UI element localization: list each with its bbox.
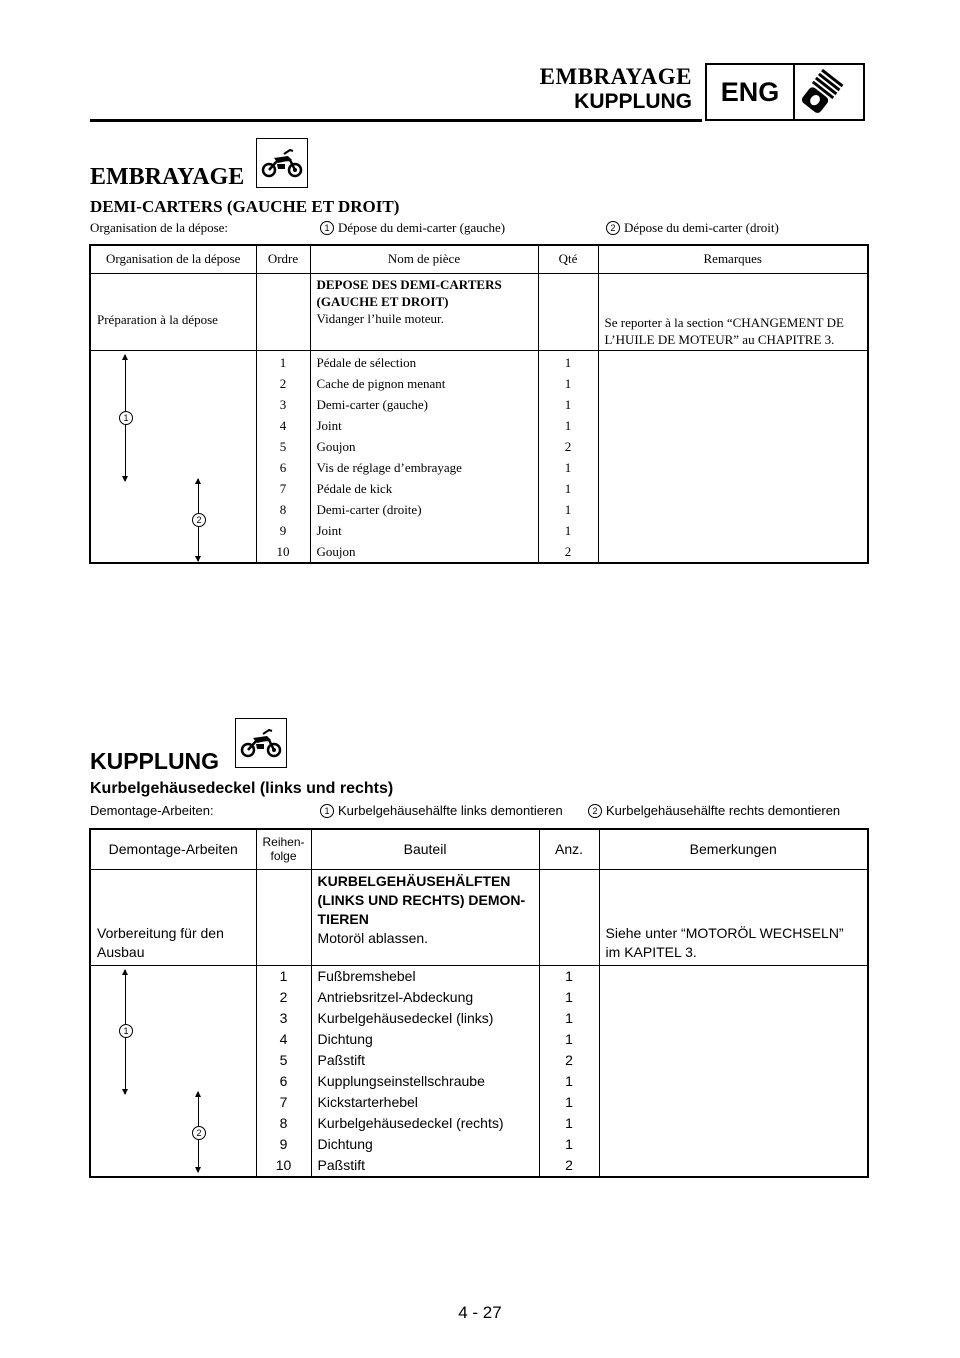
dirt-bike-icon: [235, 718, 287, 768]
de-org-label: Demontage-Arbeiten:: [90, 803, 214, 818]
prep-org: Préparation à la dépose: [90, 273, 256, 350]
order-column: 1 2 3 4 5 6 7 8 9 10: [256, 965, 311, 1177]
qty-column: 1 1 1 1 2 1 1 1 1 2: [539, 965, 599, 1177]
part-column: Pédale de sélection Cache de pignon menant Demi-carter (gauche) Joint Goujon Vis de réglage d’embrayage Pédale de kick Demi-carter (droite) Joint Goujon: [310, 350, 538, 563]
table-header-row: [90, 245, 868, 273]
table-row: [90, 273, 868, 350]
table-header-row: [90, 829, 868, 869]
header-title-fr: EMBRAYAGE: [539, 64, 692, 89]
prep-heading: DEPOSE DES DEMI-CARTERS (GAUCHE ET DROIT): [316, 276, 502, 309]
prep-part: Vidanger l’huile moteur.: [316, 310, 444, 326]
marker-2: 2: [192, 1126, 206, 1140]
org-arrows: [90, 350, 256, 563]
col-header: Reihen-folge: [256, 829, 311, 869]
prep-cell: [310, 273, 538, 350]
prep-remark: Se reporter à la section “CHANGEMENT DE L’HUILE DE MOTEUR” au CHAPITRE 3.: [598, 273, 868, 350]
col-header: Nom de pièce: [310, 245, 538, 273]
fr-subtitle: DEMI-CARTERS (GAUCHE ET DROIT): [90, 197, 400, 216]
prep-heading: KURBELGEHÄUSEHÄLFTEN (LINKS UND RECHTS) DEMON-TIEREN: [317, 872, 526, 927]
table-body-block: [90, 965, 868, 1177]
part-column: Fußbremshebel Antriebsritzel-Abdeckung Kurbelgehäusedeckel (links) Dichtung Paßstift Kupplungseinstellschraube Kickstarterhebel Kurbelgehäusedeckel (rechts) Dichtung Paßstift: [311, 965, 539, 1177]
marker-1: 1: [119, 1024, 133, 1038]
de-subtitle: Kurbelgehäusedeckel (links und rechts): [90, 780, 394, 797]
page-number: 4 - 27: [458, 1303, 502, 1322]
remarks-column: [598, 350, 868, 563]
marker-2: 2: [192, 513, 206, 527]
qty-column: 1 1 1 1 2 1 1 1 1 2: [538, 350, 598, 563]
dirt-bike-icon: [256, 138, 308, 188]
de-section-title: KUPPLUNG: [90, 748, 220, 774]
marker-1: 1: [119, 411, 133, 425]
table-row: [90, 869, 868, 965]
prep-cell: [311, 869, 539, 965]
fr-section-title: EMBRAYAGE: [90, 164, 245, 190]
de-org-item-2: 2 Kurbelgehäusehälfte rechts demontieren: [588, 803, 840, 818]
col-header: Bemerkungen: [599, 829, 868, 869]
col-header: Remarques: [598, 245, 868, 273]
prep-part: Motoröl ablassen.: [317, 929, 429, 946]
header-rule: [90, 119, 702, 122]
col-header: Demontage-Arbeiten: [90, 829, 256, 869]
eng-badge-label: ENG: [707, 65, 795, 119]
de-org-item-1: 1 Kurbelgehäusehälfte links demontieren: [320, 803, 563, 818]
col-header: Qté: [538, 245, 598, 273]
prep-remark: Siehe unter “MOTORÖL WECHSELN” im KAPITEL 3.: [599, 869, 868, 965]
col-header: Organisation de la dépose: [90, 245, 256, 273]
de-removal-table: [89, 828, 869, 1178]
fr-org-label: Organisation de la dépose:: [90, 220, 229, 235]
fr-removal-table: [89, 244, 869, 564]
header-title-de: KUPPLUNG: [574, 90, 692, 113]
prep-org: Vorbereitung für den Ausbau: [90, 869, 256, 965]
fr-org-item-2: 2 Dépose du demi-carter (droit): [606, 220, 779, 236]
order-column: 1 2 3 4 5 6 7 8 9 10: [256, 350, 310, 563]
col-header: Bauteil: [311, 829, 539, 869]
table-body-block: [90, 350, 868, 563]
remarks-column: [599, 965, 868, 1177]
col-header: Anz.: [539, 829, 599, 869]
org-arrows: [90, 965, 256, 1177]
fr-org-item-1: 1 Dépose du demi-carter (gauche): [320, 220, 505, 236]
col-header: Ordre: [256, 245, 310, 273]
engine-cylinder-icon: [795, 65, 863, 119]
section-badge: [705, 63, 865, 121]
